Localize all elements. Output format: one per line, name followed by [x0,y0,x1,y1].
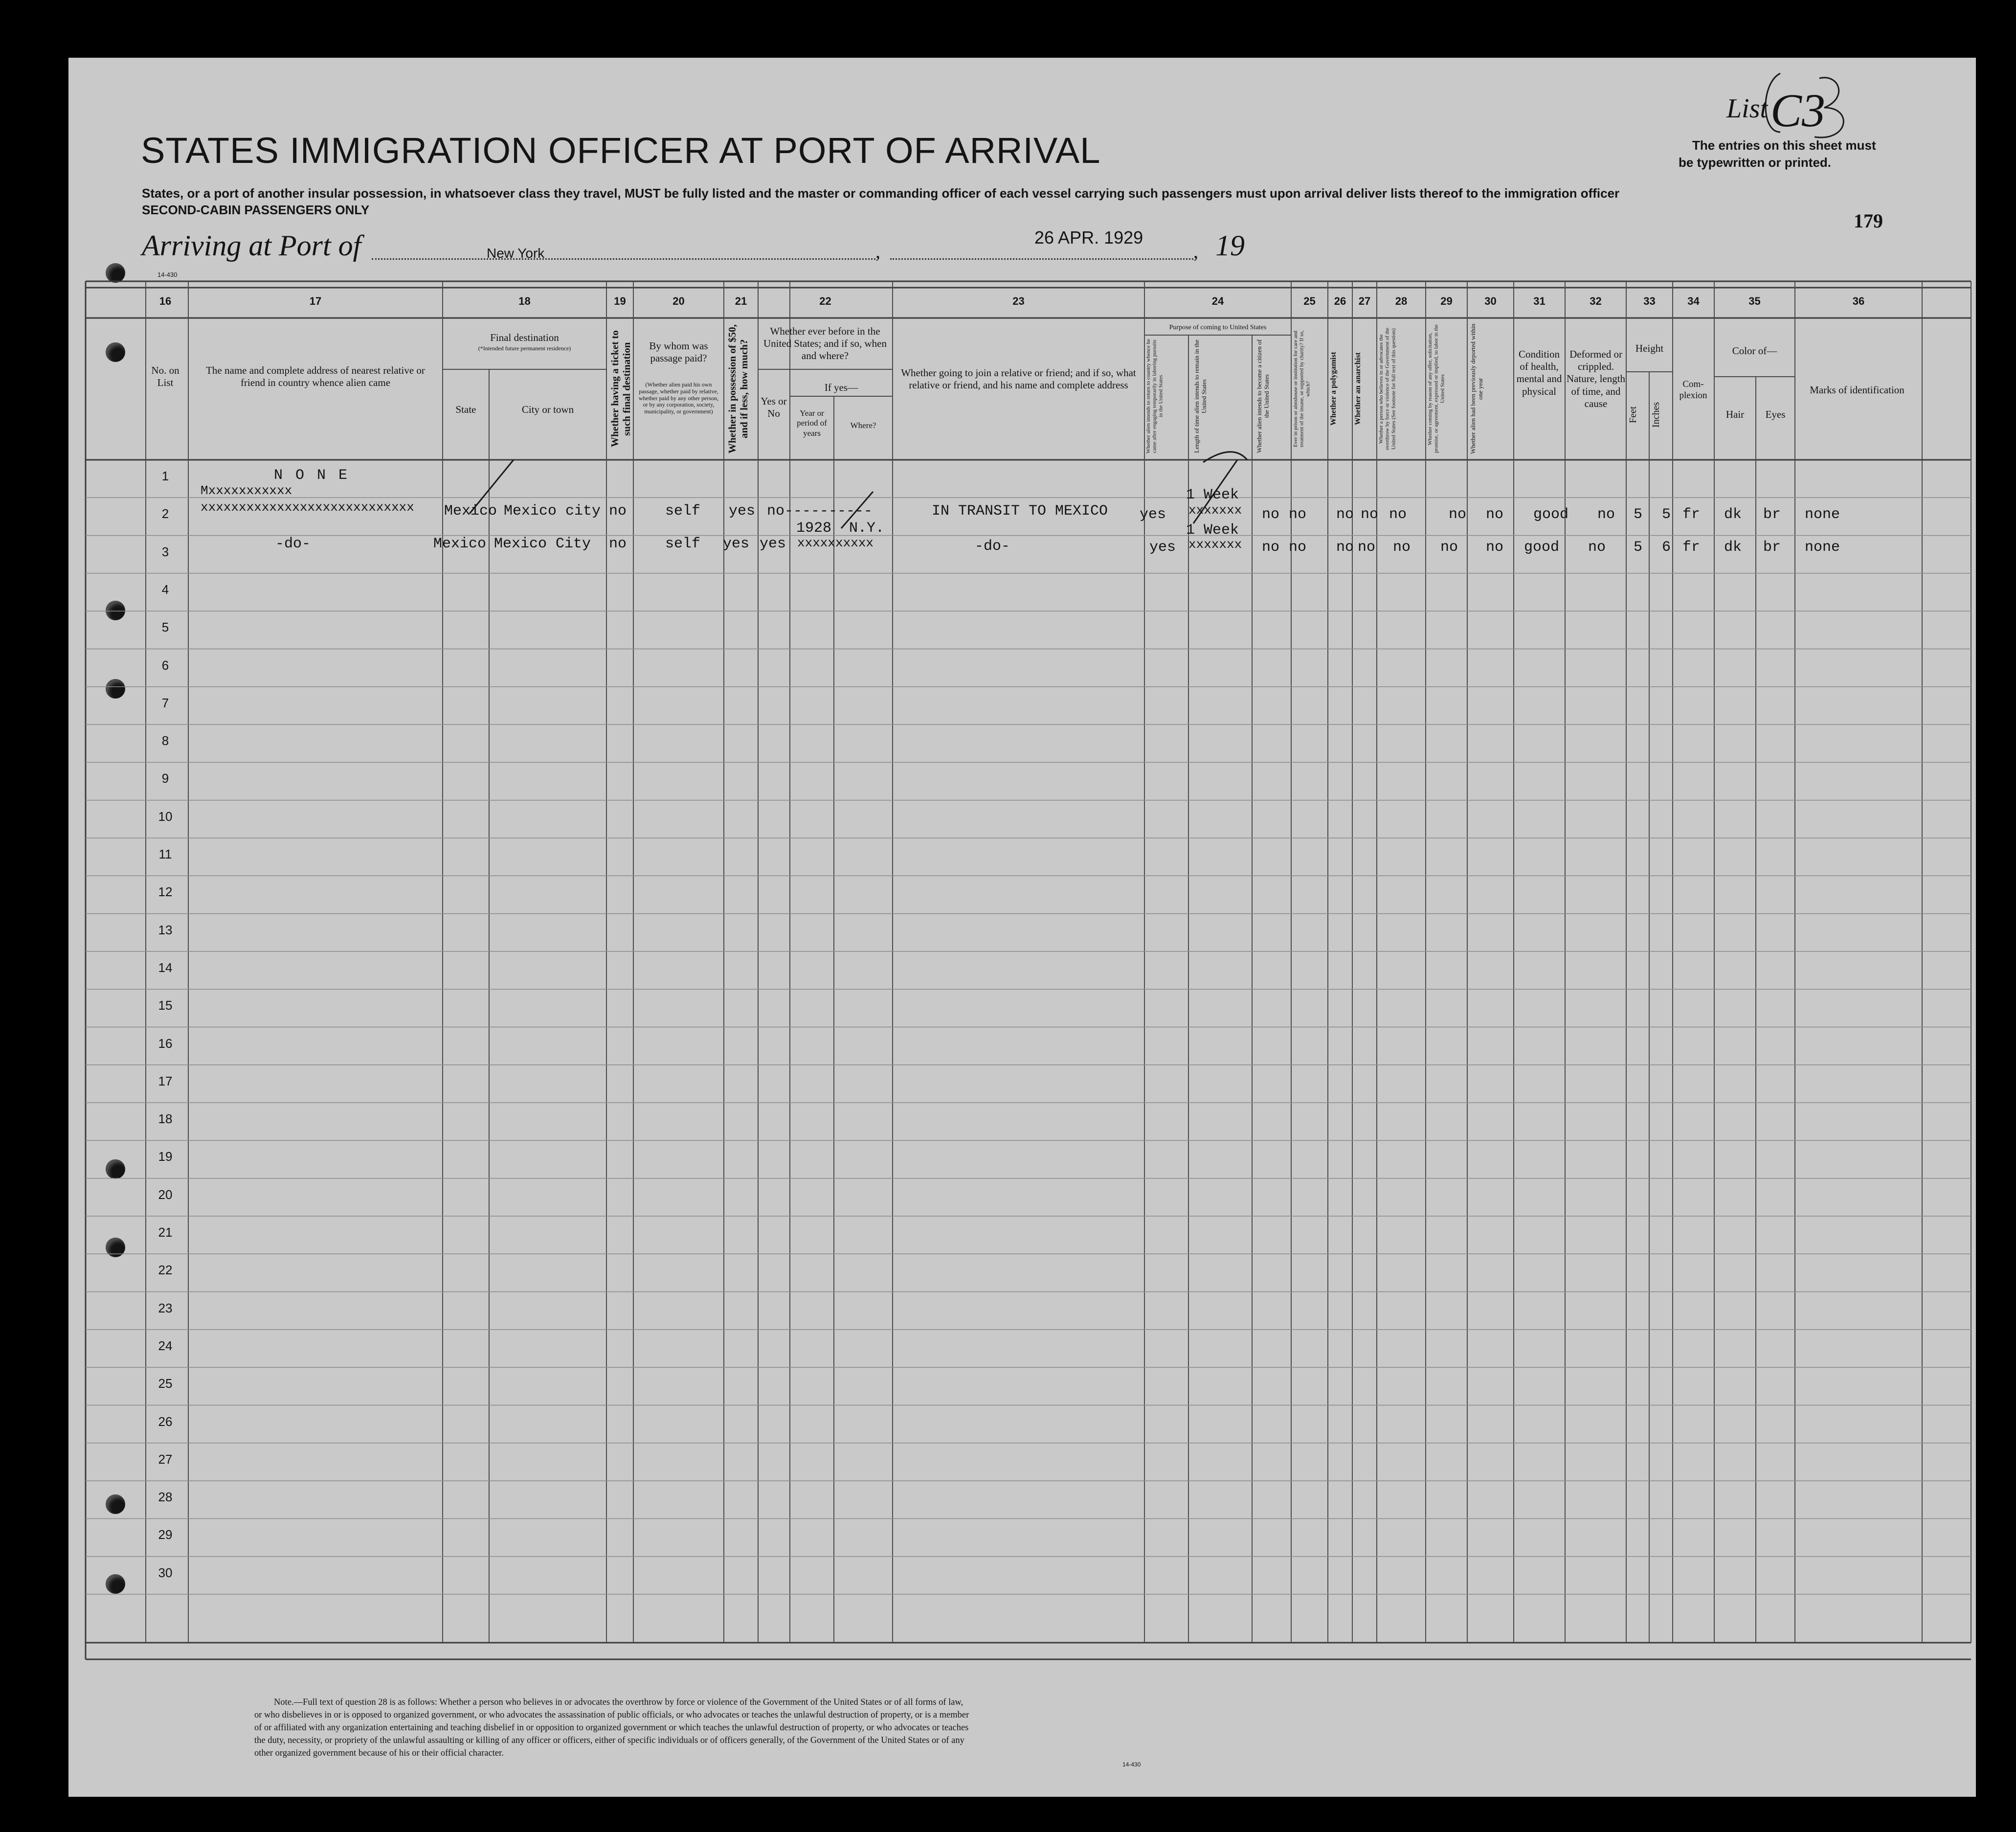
row1-inches: 5 [1662,506,1671,523]
row2-deformed: no [1588,539,1606,556]
colnum-34: 34 [1687,295,1700,307]
row2-eyes: br [1763,539,1781,556]
header-26: Whether a polygamist [1329,352,1338,426]
row2-state: Mexico [433,536,487,552]
intro-text: States, or a port of another insular possession, in whatsoever class they travel, MUST be fully listed and the master or commanding officer of each vessel carrying such passengers must upon arrival deliver lists thereof to the immigration officer [142,186,1620,201]
row2-city: Mexico City [494,536,591,552]
typewritten-note-2: be typewritten or printed. [1679,155,1832,170]
row2-paid-by: self [665,536,701,552]
header-28: Whether a person who believes in or advocates the overthrow by force or violence of the Government of the United States (See footnote for full text of this question) [1378,327,1397,451]
colnum-32: 32 [1590,295,1602,307]
header-ever-before: Whether ever before in the United States; and if so, when and where? [763,325,887,362]
header-no-on-list: No. on List [151,364,179,389]
row-number: 22 [158,1263,173,1278]
header-ticket: Whether having a ticket to such final destination [609,330,633,448]
row-number: 14 [158,960,173,975]
row1-marks: none [1805,506,1840,523]
relative-none: N O N E [274,467,350,484]
row1-condition: good [1533,506,1569,523]
row2-c30: no [1486,539,1504,556]
colnum-20: 20 [672,295,685,307]
row1-complexion: fr [1682,506,1701,523]
footnote-line-5: other organized government because of his or their official character. [254,1748,504,1758]
colnum-28: 28 [1395,295,1408,307]
port-line [372,258,875,260]
row-number: 3 [161,544,169,559]
row2-join: -do- [975,538,1010,555]
colnum-18: 18 [518,295,531,307]
row-number: 15 [158,998,173,1013]
page-number: 179 [1854,210,1883,232]
typewritten-note-1: The entries on this sheet must [1692,138,1876,153]
row2-c25: no [1289,539,1307,556]
colnum-21: 21 [735,295,747,307]
row1-deformed: no [1597,506,1615,523]
row-number: 4 [161,582,169,597]
row1-c28: no [1389,506,1407,523]
header-where: Where? [850,421,876,430]
row-number: 23 [158,1300,173,1315]
header-passage-paid: By whom was passage paid? [649,340,708,364]
row1-state: Mexico [444,503,497,520]
header-deformed: Deformed or crippled. Nature, length of time, and cause [1566,348,1626,409]
row1-c25: no [1289,506,1307,523]
header-color-of: Color of— [1732,345,1777,357]
row2-hair: dk [1724,539,1742,556]
date-line [890,258,1193,260]
footnote-line-2: or who disbelieves in or is opposed to organized government, or who advocates the assassination of public officials, or who advocates or teaches the unlawful destruction of property, or is a member [254,1710,969,1720]
row-number: 29 [158,1527,173,1542]
header-final-destination-note: (*Intended future permanent residence) [478,345,571,352]
colnum-29: 29 [1440,295,1453,307]
header-27: Whether an anarchist [1354,352,1362,426]
header-hair: Hair [1725,408,1745,420]
row-number: 16 [158,1036,173,1051]
colnum-24: 24 [1211,295,1224,307]
colnum-16: 16 [159,295,172,307]
row-number: 20 [158,1187,173,1202]
colnum-22: 22 [819,295,831,307]
row1-c30: no [1486,506,1504,523]
row-number: 13 [158,922,173,937]
colnum-17: 17 [309,295,322,307]
header-year-period: Year or period of years [797,408,827,438]
row2-c24c: no [1262,539,1280,556]
form-code-bottom: 14-430 [1122,1761,1141,1768]
colnum-33: 33 [1643,295,1656,307]
colnum-31: 31 [1533,295,1546,307]
row-number: 27 [158,1451,173,1467]
row-number: 24 [158,1338,173,1353]
row1-purpose-b-struck: xxxxxxx [1188,503,1242,518]
row-number: 8 [161,733,169,748]
row1-eyes: br [1763,506,1781,523]
row2-c28: no [1393,539,1411,556]
row1-ticket: no [609,503,627,520]
year-prefix: 19 [1215,229,1245,262]
row2-relative: -do- [275,536,311,552]
row1-hair: dk [1724,506,1742,523]
form-code-top: 14-430 [157,271,178,278]
comma: , [875,240,880,262]
row2-condition: good [1524,539,1560,556]
colnum-27: 27 [1358,295,1371,307]
header-eyes: Eyes [1765,408,1786,420]
row-number: 12 [158,884,173,900]
colnum-35: 35 [1748,295,1761,307]
row2-before: yes [760,536,786,552]
footnote-line-4: the duty, necessity, or propriety of the unlawful assaulting or killing of any officer or officers, either of specific individuals or of officers generally, of the Government of the United States or of any [254,1736,964,1745]
row2-purpose-b: 1 Week [1186,522,1239,539]
row-number: 30 [158,1565,173,1580]
row1-c24c: no [1262,506,1280,523]
date-stamp: 26 APR. 1929 [1034,227,1143,248]
row2-complexion: fr [1682,539,1701,556]
struck-entry-1: Mxxxxxxxxxxx [201,483,292,498]
row-number: 18 [158,1111,173,1127]
row2-ticket: no [609,536,627,552]
row-number: 11 [158,847,172,861]
row2-c27: no [1358,539,1376,556]
header-final-destination: Final destination [490,332,559,343]
row1-paid-by: self [665,503,701,520]
header-25: Ever in prison or almshouse or institution for care and treatment of the insane, or supported by charity? If so, which? [1293,330,1311,448]
header-nearest-relative: The name and complete address of nearest relative or friend in country whence alien came [206,364,425,389]
row1-c26: no [1336,506,1354,523]
row2-c26: no [1336,539,1354,556]
row1-city: Mexico city [504,503,601,520]
struck-entry-2: xxxxxxxxxxxxxxxxxxxxxxxxxxxx [201,500,414,515]
row-number: 17 [158,1073,173,1088]
header-29: Whether coming by reason of any offer, solicitation, promise, or agreement, expressed or implied, to labor in the United States [1427,324,1446,453]
header-if-yes: If yes— [824,382,858,393]
header-possession: Whether in possession of $50, and if less, how much? [726,324,750,453]
header-marks: Marks of identification [1810,384,1904,396]
row-number: 19 [158,1149,173,1164]
row-number: 21 [158,1225,173,1240]
row-number: 25 [158,1376,173,1391]
header-passage-note: (Whether alien paid his own passage, whether paid by relative, whether paid by any other person, or by any corporation, society, municipality, or government) [638,381,719,415]
row-number: 5 [161,620,169,635]
row-number: 10 [158,809,173,824]
header-city: City or town [521,404,574,415]
colnum-30: 30 [1484,295,1497,307]
arriving-label: Arriving at Port of [142,229,361,262]
header-height: Height [1635,342,1664,354]
header-yes-or-no: Yes or No [761,395,787,420]
row2-purpose-b-struck: xxxxxxx [1188,537,1242,552]
header-inches: Inches [1651,402,1661,428]
port-name: New York [487,246,545,261]
row1-c29: no [1449,506,1467,523]
row-number: 1 [161,469,169,483]
header-purpose: Purpose of coming to United States [1169,324,1267,331]
colnum-36: 36 [1852,295,1865,307]
row-number: 28 [158,1490,173,1505]
header-complexion: Com-plexion [1679,379,1707,401]
row2-feet: 5 [1634,539,1643,556]
footnote-line-3: of or affiliated with any organization entertaining and teaching disbelief in or opposition to organized government or which teaches the unlawful destruction of property, or who advocates or teaches [254,1723,969,1733]
header-purpose-b: Length of time alien intends to remain in the United States [1193,339,1208,453]
row1-purpose-b: 1 Week [1186,487,1239,503]
row2-purpose-a: yes [1149,539,1176,556]
row2-possession: yes [723,536,750,552]
row-number: 7 [161,695,169,710]
colnum-19: 19 [614,295,626,307]
row-number: 9 [161,771,169,786]
list-value: C3 [1770,84,1826,136]
row2-c29: no [1440,539,1458,556]
header-purpose-a: Whether alien intends to return to country whence he came after engaging temporarily in laboring pursuits in the United States [1145,339,1164,453]
list-label: List [1726,93,1768,124]
row1-feet: 5 [1634,506,1643,523]
header-join-relative: Whether going to join a relative or friend; and if so, what relative or friend, and his name and complete address [901,367,1136,391]
colnum-23: 23 [1012,295,1025,307]
row2-before-struck: xxxxxxxxxx [797,536,874,550]
header-purpose-c: Whether alien intends to become a citizen of the United States [1255,339,1270,453]
row1-before: no---------- [767,503,873,520]
row1-purpose-a: yes [1140,506,1166,523]
row1-c27: no [1361,506,1379,523]
header-state: State [455,404,476,415]
row2-marks: none [1805,539,1840,556]
row2-inches: 6 [1662,539,1671,556]
page-title: STATES IMMIGRATION OFFICER AT PORT OF ARRIVAL [141,130,1101,171]
header-30: Whether alien had been previously deported within one year [1469,323,1484,454]
row2-before-where: N.Y. [849,520,885,537]
row-number: 2 [161,506,169,521]
colnum-25: 25 [1303,295,1316,307]
colnum-26: 26 [1334,295,1346,307]
header-condition: Condition of health, mental and physical [1516,348,1562,397]
intro-class: SECOND-CABIN PASSENGERS ONLY [142,203,370,217]
row-number: 26 [158,1414,173,1429]
header-feet: Feet [1628,406,1638,423]
row1-possession: yes [729,503,756,520]
row1-join: IN TRANSIT TO MEXICO [932,503,1108,520]
footnote-line-1: Note.—Full text of question 28 is as follows: Whether a person who believes in or advocates the overthrow by force or violence of the Government of the United States or of all forms of law, [274,1697,963,1707]
row2-before-year: 1928 [796,520,832,537]
row-number: 6 [161,657,169,673]
comma: , [1193,240,1198,262]
